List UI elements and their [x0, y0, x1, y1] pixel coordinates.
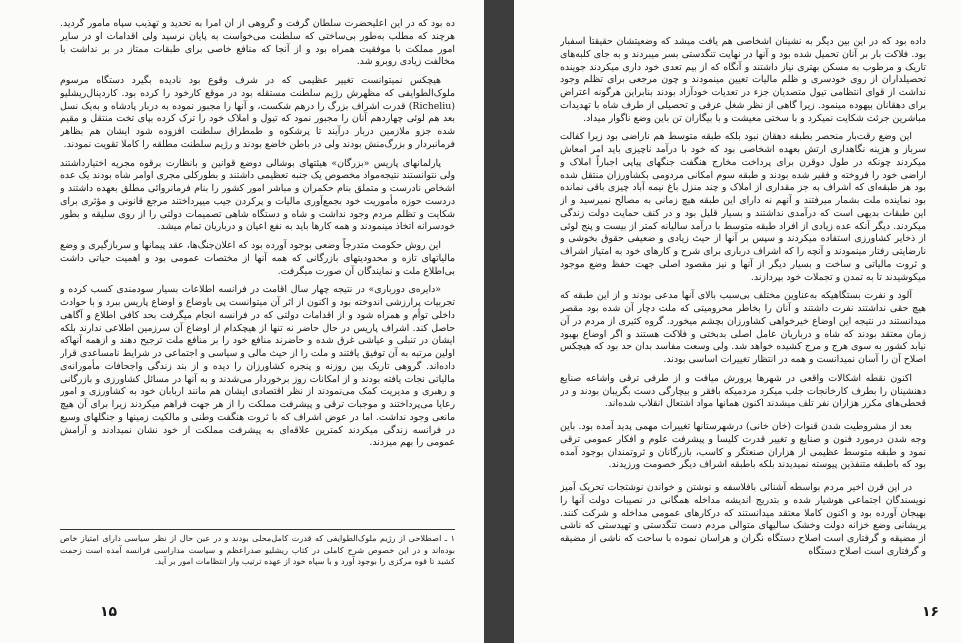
- right-page: [514, 0, 962, 643]
- paragraph: این روش حکومت متدرجاً وضعی بوجود آورده بود که اعلان‌جنگ‌ها، عقد پیمانها و سربازگیری و وضع مالیاتهای تازه و محدودیتهای بازرگانی که همه آنها از مختصات عمومی بود و اهمیت حیاتی داشت بی‌اطلاع ملت و نمایندگان آن صورت میگرفت.: [60, 240, 455, 277]
- paragraph: بعد از مشروطیت شدن قنوات (خان خانی) درشهرستانها تغییرات مهمی پدید آمده بود. باین وجه شدن درمورد فنون و صنایع و تغییر قدرت کلیسا و پیشرفت علوم و افکار عمومی ترقی نمود و طبقه متوسط عظیمی از هزاران صنعتگر و کاسب، بازرگانان و ثروتمندان بوجود آمده بود که باطبقه متنفذین پیوسته نمیدیدند بلکه باطبقه اشراف دیگر خصومت ورزیدند.: [560, 421, 926, 471]
- page-number-left: ۱۵: [100, 604, 118, 620]
- paragraph: ده بود که در این اعلیحضرت سلطان گرفت و گروهی از آن امرا به تحدید و تهذیب سپاه مأمور گردید. هرچند که مطلب به‌طور بی‌ساختی که سلطنت می‌خواست به پایان نرسید ولی اقدامات او در سایر امور مملکت با موفقیت همراه بود و از آنجا که منافع خاصی برای طبقات ممتاز در بر نداشت با مخالفت زیادی روبرو شد.: [60, 18, 455, 68]
- left-page-body: [60, 18, 455, 526]
- book-gutter: [484, 0, 514, 643]
- paragraph: اکنون نقطه اشکالات واقعی در شهرها پرورش میافت و از طرفی ترقی واشاعه صنایع دهنشینان را بطرف کارخانجات جلب میکرد مردمیکه بافقر و بیچارگی دست بگریبان بودند و در قحطی‌های مکرر هزاران نفر تلف میشدند اکنون همانها مواد اشتعال انقلاب شده‌اند.: [560, 372, 926, 410]
- paragraph: داده بود که در این بین دیگر به نشینان اشخاصی هم یافت میشد که وضعیتشان حقیقتاً اسفبار بود. فلاکت بار بر آنان تحمیل شده بود و آنها در نهایت تنگدستی بسر میبردند و به جای کلبه‌های تاریک و مرطوب به مسکن بهتری نیاز داشتند و آنگاه که از بیم تعدی خود داری میکردند جوینده تحصیلداران از روی خودسری و ظلم مالیات تعیین مینمودند و چون مرجعی برای تظلم وجود نداشت از قوای انتظامی تیول متصدیان جزء در تعدیات خودآزاد بودند بنابراین هرگونه اعتراض برای دهقانان بیهوده مینمود. زیرا گاهی از نظر شغل عرفی و تحصیلی از طرف شاه با تهدیدات مباشرین جرئت شکایت نمیکرد و با سختی معیشت و با بیگاران تن باین وضع ناگوار میداد.: [560, 36, 926, 124]
- paragraph: هیچکس نمیتوانست تغییر عظیمی که در شرف وقوع بود نادیده بگیرد دستگاه مرسوم ملوک‌الطوایفی که مظهرش رژیم سلطنت مستقله بود در موقع کارخود را کرده بود. کاردینال‌ریشلیو (Richeliu) قدرت اشراف بزرگ را درهم شکست، و آنها را مجبور نموده به دربار پادشاه و به‌یک نسل بعد هم لوئی چهاردهم آنان را مجبور نمود که تیول و املاک خود را ترک کرده بپای تخت منتقل و مقیم شده جزو ملازمین دربار درآیند تا پرشکوه و طمطراق سلطنت افزوده شود ایشان هم بظاهر فرمانبردار و بزرگ‌منش بودند ولی در باطن خاضع بودند و رژیم سلطنت مطلقه را کاملا تقویت نمودند.: [60, 75, 455, 150]
- right-page-body: [560, 36, 926, 574]
- paragraph: «دایره‌ی دورباری» در نتیجه چهار سال اقامت در فرانسه اطلاعات بسیار سودمندی کسب کرده و تجربیات پرارزشی اندوخته بود و اکنون از اثر آن میتوانست پی باوضاع و اوضاع پاریس ببرد و با حوادث داخلی توأم و همراه شود و از اقدامات دولتی که در فرانسه انجام میگرفت بحد کافی اطلاع و آگاهی حاصل کند. اشراف پاریس در حال حاضر نه تنها از هیچکدام از اوضاع آن سرزمین اطلاعی ندارند بلکه ایشان در تنبلی و عیاشی غرق شده و حاضرند منافع خود را بر منافع ملت ترجیح دهند و ازهمه آنهاکه اولین مرتبه به آن توفیق یافتند و ملت را از حیث مالی و سیاسی و اجتماعی در شرایط نامساعدی قرار داده‌اند. گروهی تاریک بین روزنه و پنجره کشاورزان را دیده و از بند زندگی واجحافات مأمورانه‌ی مالیاتی نجات یافته بودند و از امکانات روز برخوردار می‌شدند و به آنها در مسائل کشاورزی و بازرگانی و رهبری و مدیریت کمک می‌نمودند از نظر اقتصادی ایشان هم مانند اربابان خود به کشاورزی و امور رعایا می‌پرداختند و موجبات ترقی و پیشرفت مملکت را از هر جهت فراهم میکردند زیرا برای آن هیچ مانعی وجود نداشت. اما در عوض اشراف که با ثروت هنگفت وطنی و مالکیت زمینها و جنگلهای وسیع در فرانسه زندگی میکردند کمترین علاقه‌ای به پیشرفت مملکت از خود نشان نمیدادند و آرامش عمومی را بهم میزدند.: [60, 284, 455, 449]
- paragraph: آلود و نفرت بستگاهیکه به‌عناوین مختلف بی‌سبب بالای آنها مدعی بودند و از این طبقه که هیچ حقی نداشتند نفرت داشتند و آنان را بخاطر محرومیتی که ملت دچار آن شده بود مقصر میدانستند در نتیجه این اوضاع خیرخواهی کشاورزان بچشم میخورد. گروه کثیری از مردم در آن زمان معتقد بودند که شاه و درباریان عامل اصلی بدبختی و فلاکت هستند و اگر اوضاع بهبود نیابد کشور به سوی هرج و مرج کشیده خواهد شد. ولی وسعت مفاسد بدان حد بود که هیچکس اصلاح آن را آسان نمیدانست و همه در انتظار تغییرات اساسی بودند.: [560, 290, 926, 365]
- paragraph: در این قرن اخیر مردم بواسطه آشنائی بافلاسفه و نوشتن و خواندن نوشتجات تحریک آمیز نویسندگان اجتماعی هوشیار شده و بتدریج اندیشه مداخله همگانی در نصیبات دولت آنها را بهیجان آورده بود و اکنون کاملا معتقد میدانستند که درکارهای عمومی مداخله و شرکت کنند. پریشانی وضع خزانه دولت وخشک سالیهای متوالی مردم دست تنگدستی و تهیدستی که ناشی از مضیقه و گرفتاری است اصلاح دستگاه نگران و هراسان نموده با ساحت که ناشی از مضیقه و گرفتاری است اصلاح دستگاه: [560, 482, 926, 557]
- page-number-right: ۱۶: [922, 604, 940, 620]
- footnote-divider: [60, 529, 455, 530]
- paragraph: پارلمانهای پاریس «بزرگان» هیئتهای بوشالی دوضع قوانین و بانظارت برقوه مجریه اختیارداشتند ولی نتوانستند نتیجه‌مواد مخصوص یک جنبه تعظیمی داشتند و بطورکلی مجری اوامر شاه بودند یک عده اشخاص نادرست و متملق بنام حکمران و مباشر امور کشور را بنام فرمانروائی مطلق بعهده داشتند و دردست حوزه مأموریت خود بجمع‌آوری مالیات و پرکردن جیب میپرداختند مرجع قانونی و مؤثری برای شکایت و تظلم مردم وجود نداشت و شاه و دستگاه شاهی تصمیمات دولتی را از روی سلیقه و بطور خودسرانه اتخاذ مینمودند و همه کارها باید به نفع اعیان و درباریان تمام میشد.: [60, 157, 455, 233]
- footnote: ۱ ـ اصطلاحی از رژیم ملوک‌الطوایفی که قدرت کامل‌محلی بودند و در عین حال از نظر سیاسی دارای امتیاز خاص بوده‌اند و در این خصوص شرح کاملی در کتاب ریشلیو صدراعظم و سیاست مداراسی فرانسه آمده است زحمت کشید تا قوه مرکزی را بوجود آورد و با سپاه خود از عهده ترتیب وار انتظامات امور بر آید.: [60, 533, 455, 566]
- footnotes: [60, 533, 455, 568]
- paragraph: این وضع رقت‌بار منحصر بطبقه دهقان نبود بلکه طبقه متوسط هم ناراضی بود زیرا کفالت سرباز و هزینه نگاهداری ارتش بعهده اشخاصی بود که خود با درآمد ناچیزی باید امر امعاش میکردند چونکه در طول دوقرن برای پرداخت مخارج هنگفت جنگهای پیاپی اجباراً املاک و اراضی خود را فروخته و فقیر شده بودند و طبقه سوم امکانی مردومی بکشاورزان منتقل شده بود هر طبقه‌ای که اشراف به جز مقداری از املاک و چند منزل باغ نیمه آباد چیزی باقی نمانده بود نماینده ملت بشمار میرفتند و آنهم نه دارای این طبقه هیچ زمانی به مصالح نمیرسید و از این طبقات بدیهی است که درآمدی نداشتند و بسیار قلیل بود و در کنف حمایت دولت زندگی میکردند. دیگر آنکه عده زیادی از افراد طبقه متوسط با درآمد ساليانه کمتر از بیست و پنج لوئی از ذخایر کشاورزی استفاده میکردند و سپس بر آنها از حیث زیادی و ضعیفی حقوق بخوشی و نارضایتی رفتار مینمودند و آنچه را که اشراف درباری برای شرح و کارهای خود به امتیاز اشراف و ثروت مالیاتی و ساخت و بسیار دیگر از آنها و نیز مقصود اصلی جهت حفظ وضع موجود میکوشیدند تا به تمدن و تجملات خود بپردازند.: [560, 131, 926, 283]
